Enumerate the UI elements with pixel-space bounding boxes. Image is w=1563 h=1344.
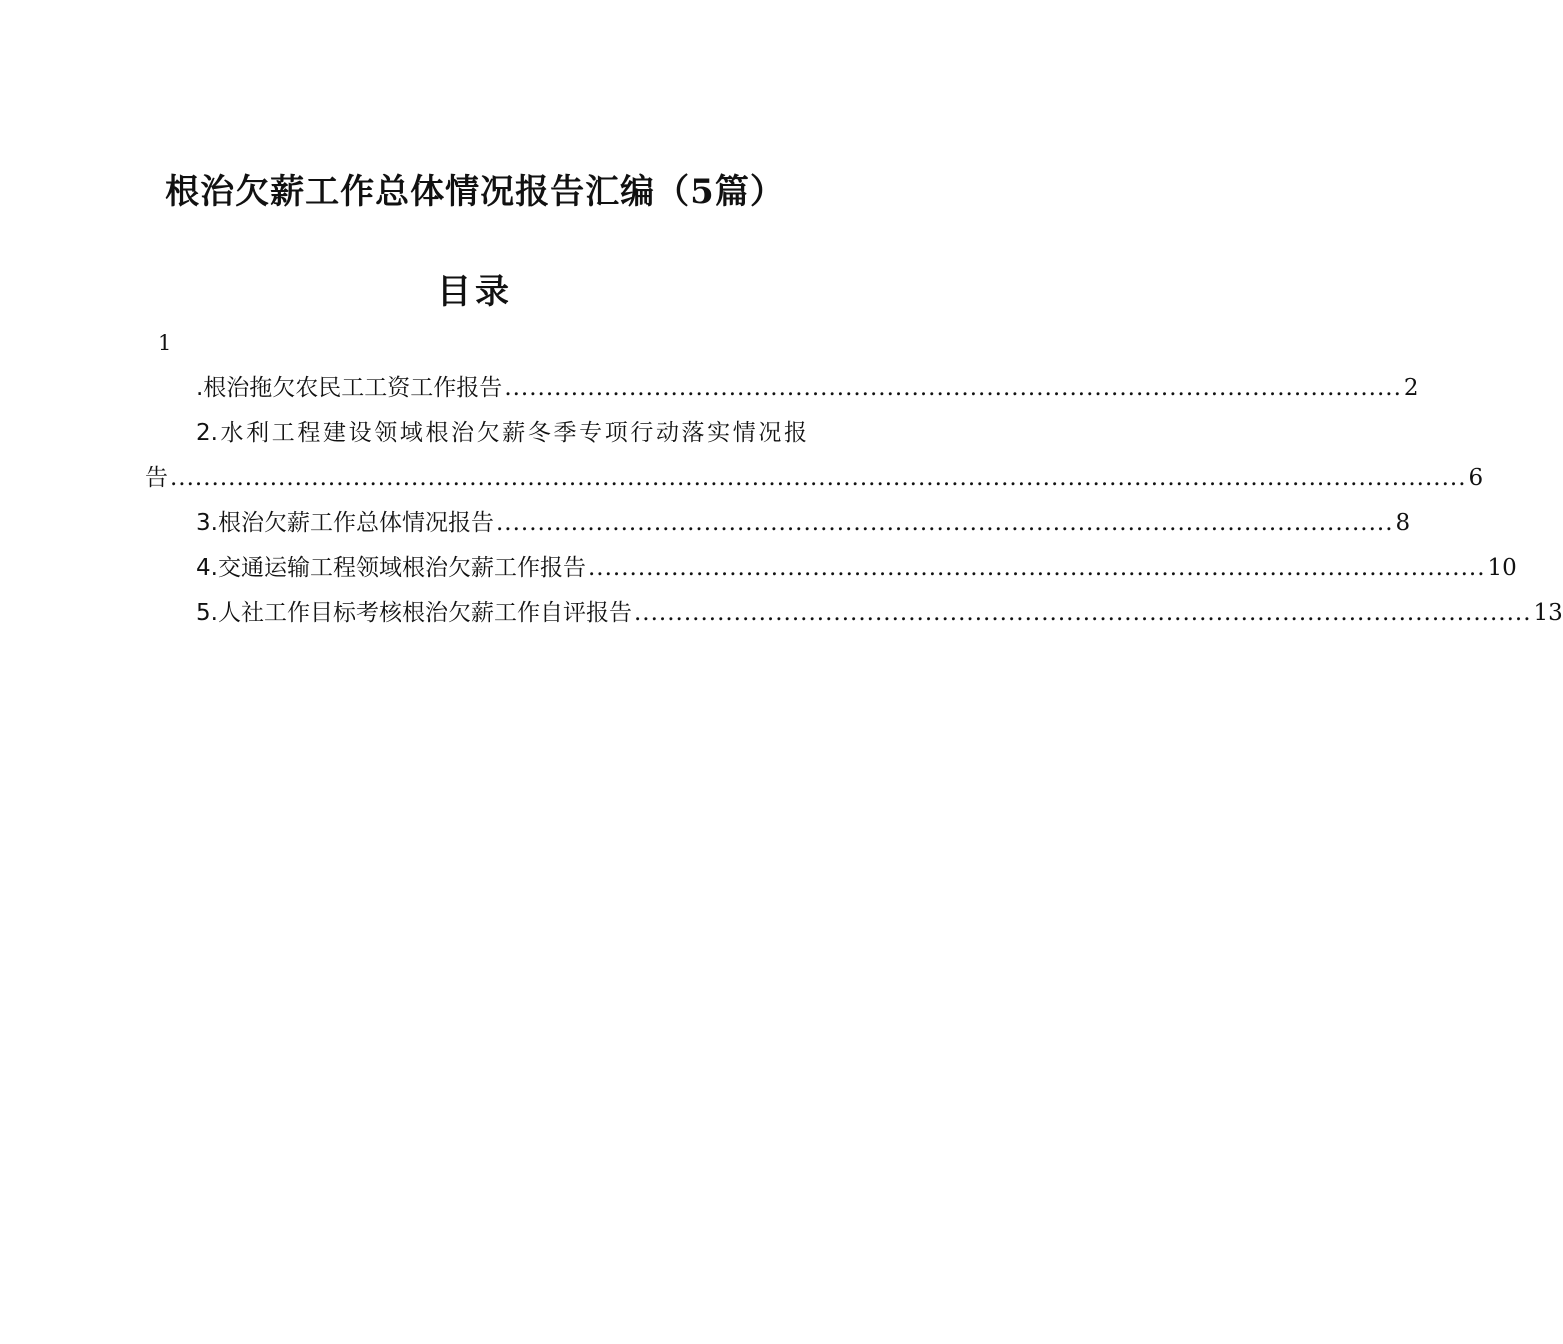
toc-entry-5[interactable] bbox=[145, 591, 1563, 636]
toc-entry-title: .根治拖欠农民工工资工作报告 bbox=[196, 375, 503, 401]
toc-entry-line2 bbox=[145, 456, 1484, 501]
toc-leader-dots: ............................................................................................................ bbox=[504, 375, 1402, 401]
toc-entry-title: 3.根治欠薪工作总体情况报告 bbox=[196, 510, 494, 536]
toc-leader-dots: ............................................................................................................ bbox=[495, 510, 1394, 536]
toc-entry-page: 8 bbox=[1395, 510, 1411, 536]
toc-entry-4[interactable] bbox=[145, 546, 1517, 591]
toc-leader-dots: ............................................................................................................ bbox=[633, 600, 1532, 626]
toc-entry-1[interactable] bbox=[145, 366, 1419, 411]
toc-leader-dots: ............................................................................................................ bbox=[587, 555, 1486, 581]
toc-entry-page: 2 bbox=[1403, 375, 1419, 401]
stray-number: 1 bbox=[158, 331, 172, 355]
toc-leader-dots: ............................................................................................................................................................ bbox=[170, 465, 1467, 491]
table-of-contents bbox=[145, 366, 1563, 636]
toc-entry-page: 10 bbox=[1487, 555, 1517, 581]
document-title: 根治欠薪工作总体情况报告汇编（5篇） bbox=[165, 172, 785, 212]
toc-entry-title-line2: 告 bbox=[145, 465, 168, 491]
toc-entry-2[interactable] bbox=[145, 411, 1484, 501]
toc-entry-title-line1: 2.水利工程建设领域根治欠薪冬季专项行动落实情况报 bbox=[196, 420, 807, 446]
toc-entry-page: 13 bbox=[1533, 600, 1563, 626]
toc-heading: 目录 bbox=[437, 272, 513, 312]
toc-entry-title: 4.交通运输工程领域根治欠薪工作报告 bbox=[196, 555, 586, 581]
toc-entry-title: 5.人社工作目标考核根治欠薪工作自评报告 bbox=[196, 600, 632, 626]
toc-entry-3[interactable] bbox=[145, 501, 1411, 546]
toc-entry-page: 6 bbox=[1468, 465, 1484, 491]
